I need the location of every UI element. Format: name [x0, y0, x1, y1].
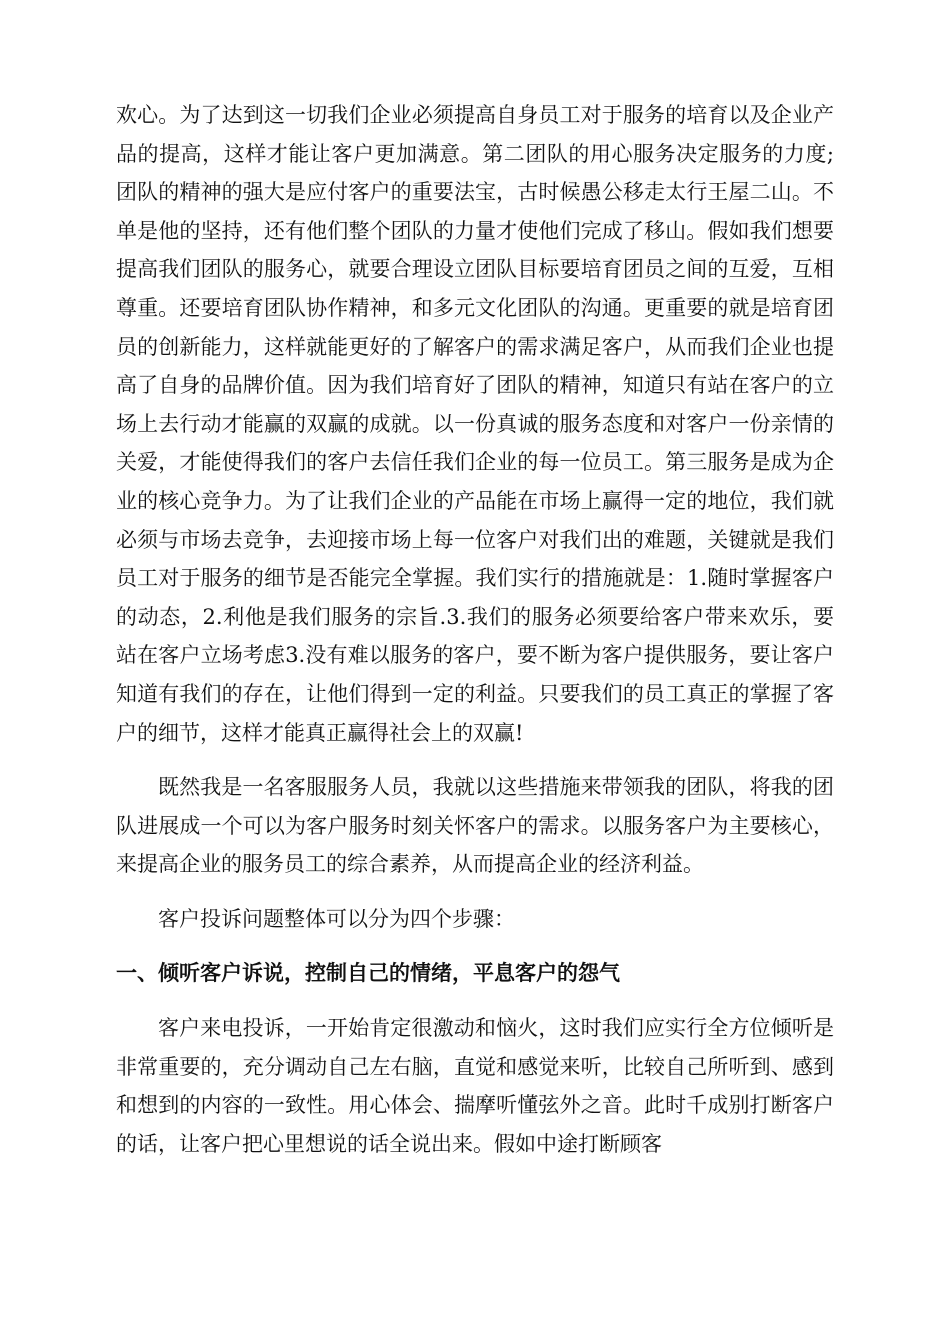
paragraph-spacer — [116, 884, 834, 900]
paragraph-spacer — [116, 938, 834, 954]
body-paragraph-4: 客户来电投诉，一开始肯定很激动和恼火，这时我们应实行全方位倾听是非常重要的，充分调动自己左右脑，直觉和感觉来听，比较自己所听到、感到和想到的内容的一致性。用心体会、揣摩听懂弦外之音。此时千成别打断客户的话，让客户把心里想说的话全说出来。假如中途打断顾客 — [116, 1016, 834, 1156]
section-heading-1: 一、倾听客户诉说，控制自己的情绪，平息客户的怨气 — [116, 961, 620, 986]
body-paragraph-1: 欢心。为了达到这一切我们企业必须提高自身员工对于服务的培育以及企业产品的提高，这样才能让客户更加满意。第二团队的用心服务决定服务的力度;团队的精神的强大是应付客户的重要法宝，古时候愚公移走太行王屋二山。不单是他的坚持，还有他们整个团队的力量才使他们完成了移山。假如我们想要提高我们团队的服务心，就要合理设立团队目标要培育团员之间的互爱，互相尊重。还要培育团队协作精神，和多元文化团队的沟通。更重要的就是培育团员的创新能力，这样就能更好的了解客户的需求满足客户，从而我们企业也提高了自身的品牌价值。因为我们培育好了团队的精神，知道只有站在客户的立场上去行动才能赢的双赢的成就。以一份真诚的服务态度和对客户一份亲情的关爱，才能使得我们的客户去信任我们企业的每一位员工。第三服务是成为企业的核心竞争力。为了让我们企业的产品能在市场上赢得一定的地位，我们就必须与市场去竞争，去迎接市场上每一位客户对我们出的难题，关键就是我们员工对于服务的细节是否能完全掌握。我们实行的措施就是：1.随时掌握客户的动态，2.利他是我们服务的宗旨.3.我们的服务必须要给客户带来欢乐，要站在客户立场考虑3.没有难以服务的客户，要不断为客户提供服务，要让客户知道有我们的存在，让他们得到一定的利益。只要我们的员工真正的掌握了客户的细节，这样才能真正赢得社会上的双赢! — [116, 103, 834, 745]
body-paragraph-2: 既然我是一名客服服务人员，我就以这些措施来带领我的团队，将我的团队进展成一个可以为客户服务时刻关怀客户的需求。以服务客户为主要核心，来提高企业的服务员工的综合素养，从而提高企业的经济利益。 — [116, 775, 834, 877]
document-body — [116, 96, 834, 1163]
paragraph-spacer — [116, 993, 834, 1009]
paragraph-spacer — [116, 752, 834, 768]
body-paragraph-3: 客户投诉问题整体可以分为四个步骤： — [158, 906, 515, 931]
